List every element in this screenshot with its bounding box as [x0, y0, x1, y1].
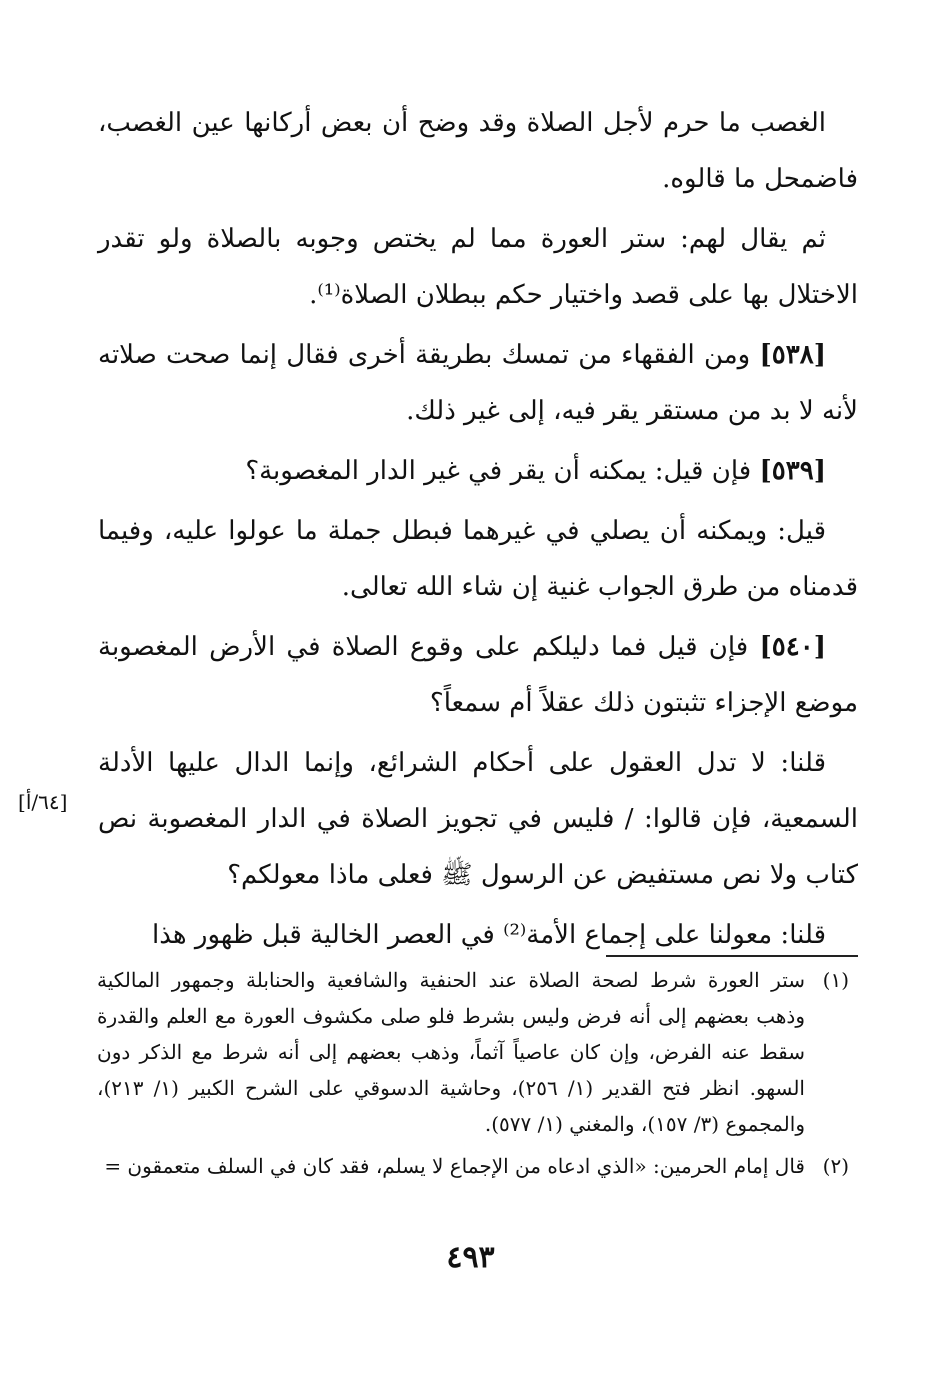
- footnote-mark: (١): [822, 968, 849, 992]
- footnote-mark: (٢): [822, 1154, 849, 1178]
- footnote-1: [97, 962, 849, 1142]
- paragraph-text: ثم يقال لهم: ستر العورة مما لم يختص وجوبه بالصلاة ولو تقدر الاختلال بها على قصد واختيار حكم ببطلان الصلاة⁽¹⁾.: [98, 224, 858, 310]
- paragraph-540: [98, 619, 858, 731]
- paragraph-text: ومن الفقهاء من تمسك بطريقة أخرى فقال إنما صحت صلاته لأنه لا بد من مستقر يقر فيه، إلى غير ذلك.: [98, 340, 858, 426]
- paragraph-538: [98, 327, 858, 439]
- paragraph-1: [98, 95, 858, 207]
- manuscript-folio-marker: [٦٤/أ]: [18, 790, 68, 814]
- paragraph-text: قلنا: لا تدل العقول على أحكام الشرائع، وإنما الدال عليها الأدلة السمعية، فإن قالوا: / فليس في تجويز الصلاة في الدار المغصوبة نص كتاب ولا نص مستفيض عن الرسول ﷺ فعلى ماذا معولكم؟: [98, 748, 858, 890]
- footnote-text: قال إمام الحرمين: «الذي ادعاه من الإجماع لا يسلم، فقد كان في السلف متعمقون =: [104, 1154, 805, 1178]
- paragraph-text: قيل: ويمكنه أن يصلي في غيرهما فبطل جملة ما عولوا عليه، وفيما قدمناه من طرق الجواب غنية إن شاء الله تعالى.: [98, 516, 858, 602]
- footnote-2: [97, 1148, 849, 1184]
- footnotes: [97, 962, 849, 1190]
- page-number: ٤٩٣: [446, 1240, 495, 1275]
- paragraph-7: [98, 735, 858, 903]
- paragraph-number: [٥٣٨]: [759, 340, 826, 370]
- paragraph-text: قلنا: معولنا على إجماع الأمة⁽²⁾ في العصر الخالية قبل ظهور هذا: [152, 920, 826, 950]
- paragraph-text: فإن قيل فما دليلكم على وقوع الصلاة في الأرض المغصوبة موضع الإجزاء تثبتون ذلك عقلاً أم سمعاً؟: [98, 632, 858, 718]
- paragraph-text: الغصب ما حرم لأجل الصلاة وقد وضح أن بعض أركانها عين الغصب، فاضمحل ما قالوه.: [98, 108, 858, 194]
- footnote-text: ستر العورة شرط لصحة الصلاة عند الحنفية والشافعية والحنابلة وجمهور المالكية وذهب بعضهم إلى أنه فرض وليس بشرط فلو صلى مكشوف العورة مع العلم والقدرة سقط عنه الفرض، وإن كان عاصياً آثماً، وذهب بعضهم إلى أنه شرط مع الذكر دون السهو. انظر فتح القدير (١/ ٢٥٦)، وحاشية الدسوقي على الشرح الكبير (١/ ٢١٣)، والمجموع (٣/ ١٥٧)، والمغني (١/ ٥٧٧).: [97, 968, 805, 1136]
- paragraph-2: [98, 211, 858, 323]
- paragraph-539: [98, 443, 858, 499]
- paragraph-number: [٥٤٠]: [759, 632, 826, 662]
- footnote-separator: [606, 955, 858, 957]
- paragraph-text: فإن قيل: يمكنه أن يقر في غير الدار المغصوبة؟: [245, 456, 752, 486]
- paragraph-number: [٥٣٩]: [759, 456, 826, 486]
- main-text: [98, 95, 858, 967]
- paragraph-5: [98, 503, 858, 615]
